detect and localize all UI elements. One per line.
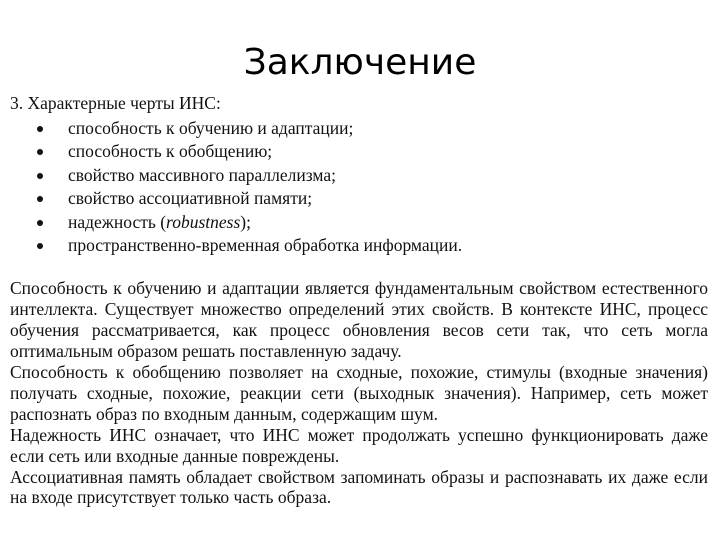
bullet-icon bbox=[37, 126, 43, 132]
feature-text: свойство массивного параллелизма; bbox=[68, 164, 336, 185]
feature-item bbox=[10, 140, 708, 163]
bullet-icon bbox=[37, 173, 43, 179]
feature-text: свойство ассоциативной памяти; bbox=[68, 188, 313, 209]
paragraph-robustness: Надежность ИНС означает, что ИНС может продолжать успешно функционировать даже если сеть или входные данные повреждены. bbox=[10, 424, 708, 466]
feature-item bbox=[10, 234, 708, 257]
feature-list bbox=[10, 117, 708, 257]
slide-title: Заключение bbox=[243, 42, 477, 83]
bullet-icon bbox=[37, 243, 43, 249]
feature-text-prefix: надежность ( bbox=[68, 211, 167, 232]
section-heading: 3. Характерные черты ИНС: bbox=[10, 93, 221, 113]
slide-content bbox=[10, 92, 708, 508]
bullet-icon bbox=[37, 196, 43, 202]
bullet-icon bbox=[37, 220, 43, 226]
feature-item bbox=[10, 117, 708, 140]
feature-text-italic: robustness bbox=[166, 211, 241, 232]
paragraph-generalization: Способность к обобщению позволяет на сходные, похожие, стимулы (входные значения) получать сходные, похожие, реакции сети (выходнык значения). Например, сеть может распознать образ по входным данным, содержащим шум. bbox=[10, 361, 708, 424]
feature-text-suffix: ); bbox=[240, 211, 251, 232]
feature-item bbox=[10, 164, 708, 187]
feature-item bbox=[10, 211, 708, 234]
paragraph-associative-memory: Ассоциативная память обладает свойством запоминать образы и распознавать их даже если на входе присутствует только часть образа. bbox=[10, 466, 708, 508]
paragraph-learning: Способность к обучению и адаптации является фундаментальным свойством естественного интеллекта. Существует множество определений этих свойств. В контексте ИНС, процесс обучения рассматривается, как процесс обновления весов сети так, что сеть могла оптимальным образом решать поставленную задачу. bbox=[10, 278, 708, 362]
feature-text: пространственно-временная обработка информации. bbox=[68, 234, 463, 255]
feature-text: способность к обобщению; bbox=[68, 141, 273, 162]
body-paragraphs bbox=[10, 278, 708, 508]
feature-text: способность к обучению и адаптации; bbox=[68, 118, 354, 138]
feature-item bbox=[10, 187, 708, 210]
bullet-icon bbox=[37, 149, 43, 155]
